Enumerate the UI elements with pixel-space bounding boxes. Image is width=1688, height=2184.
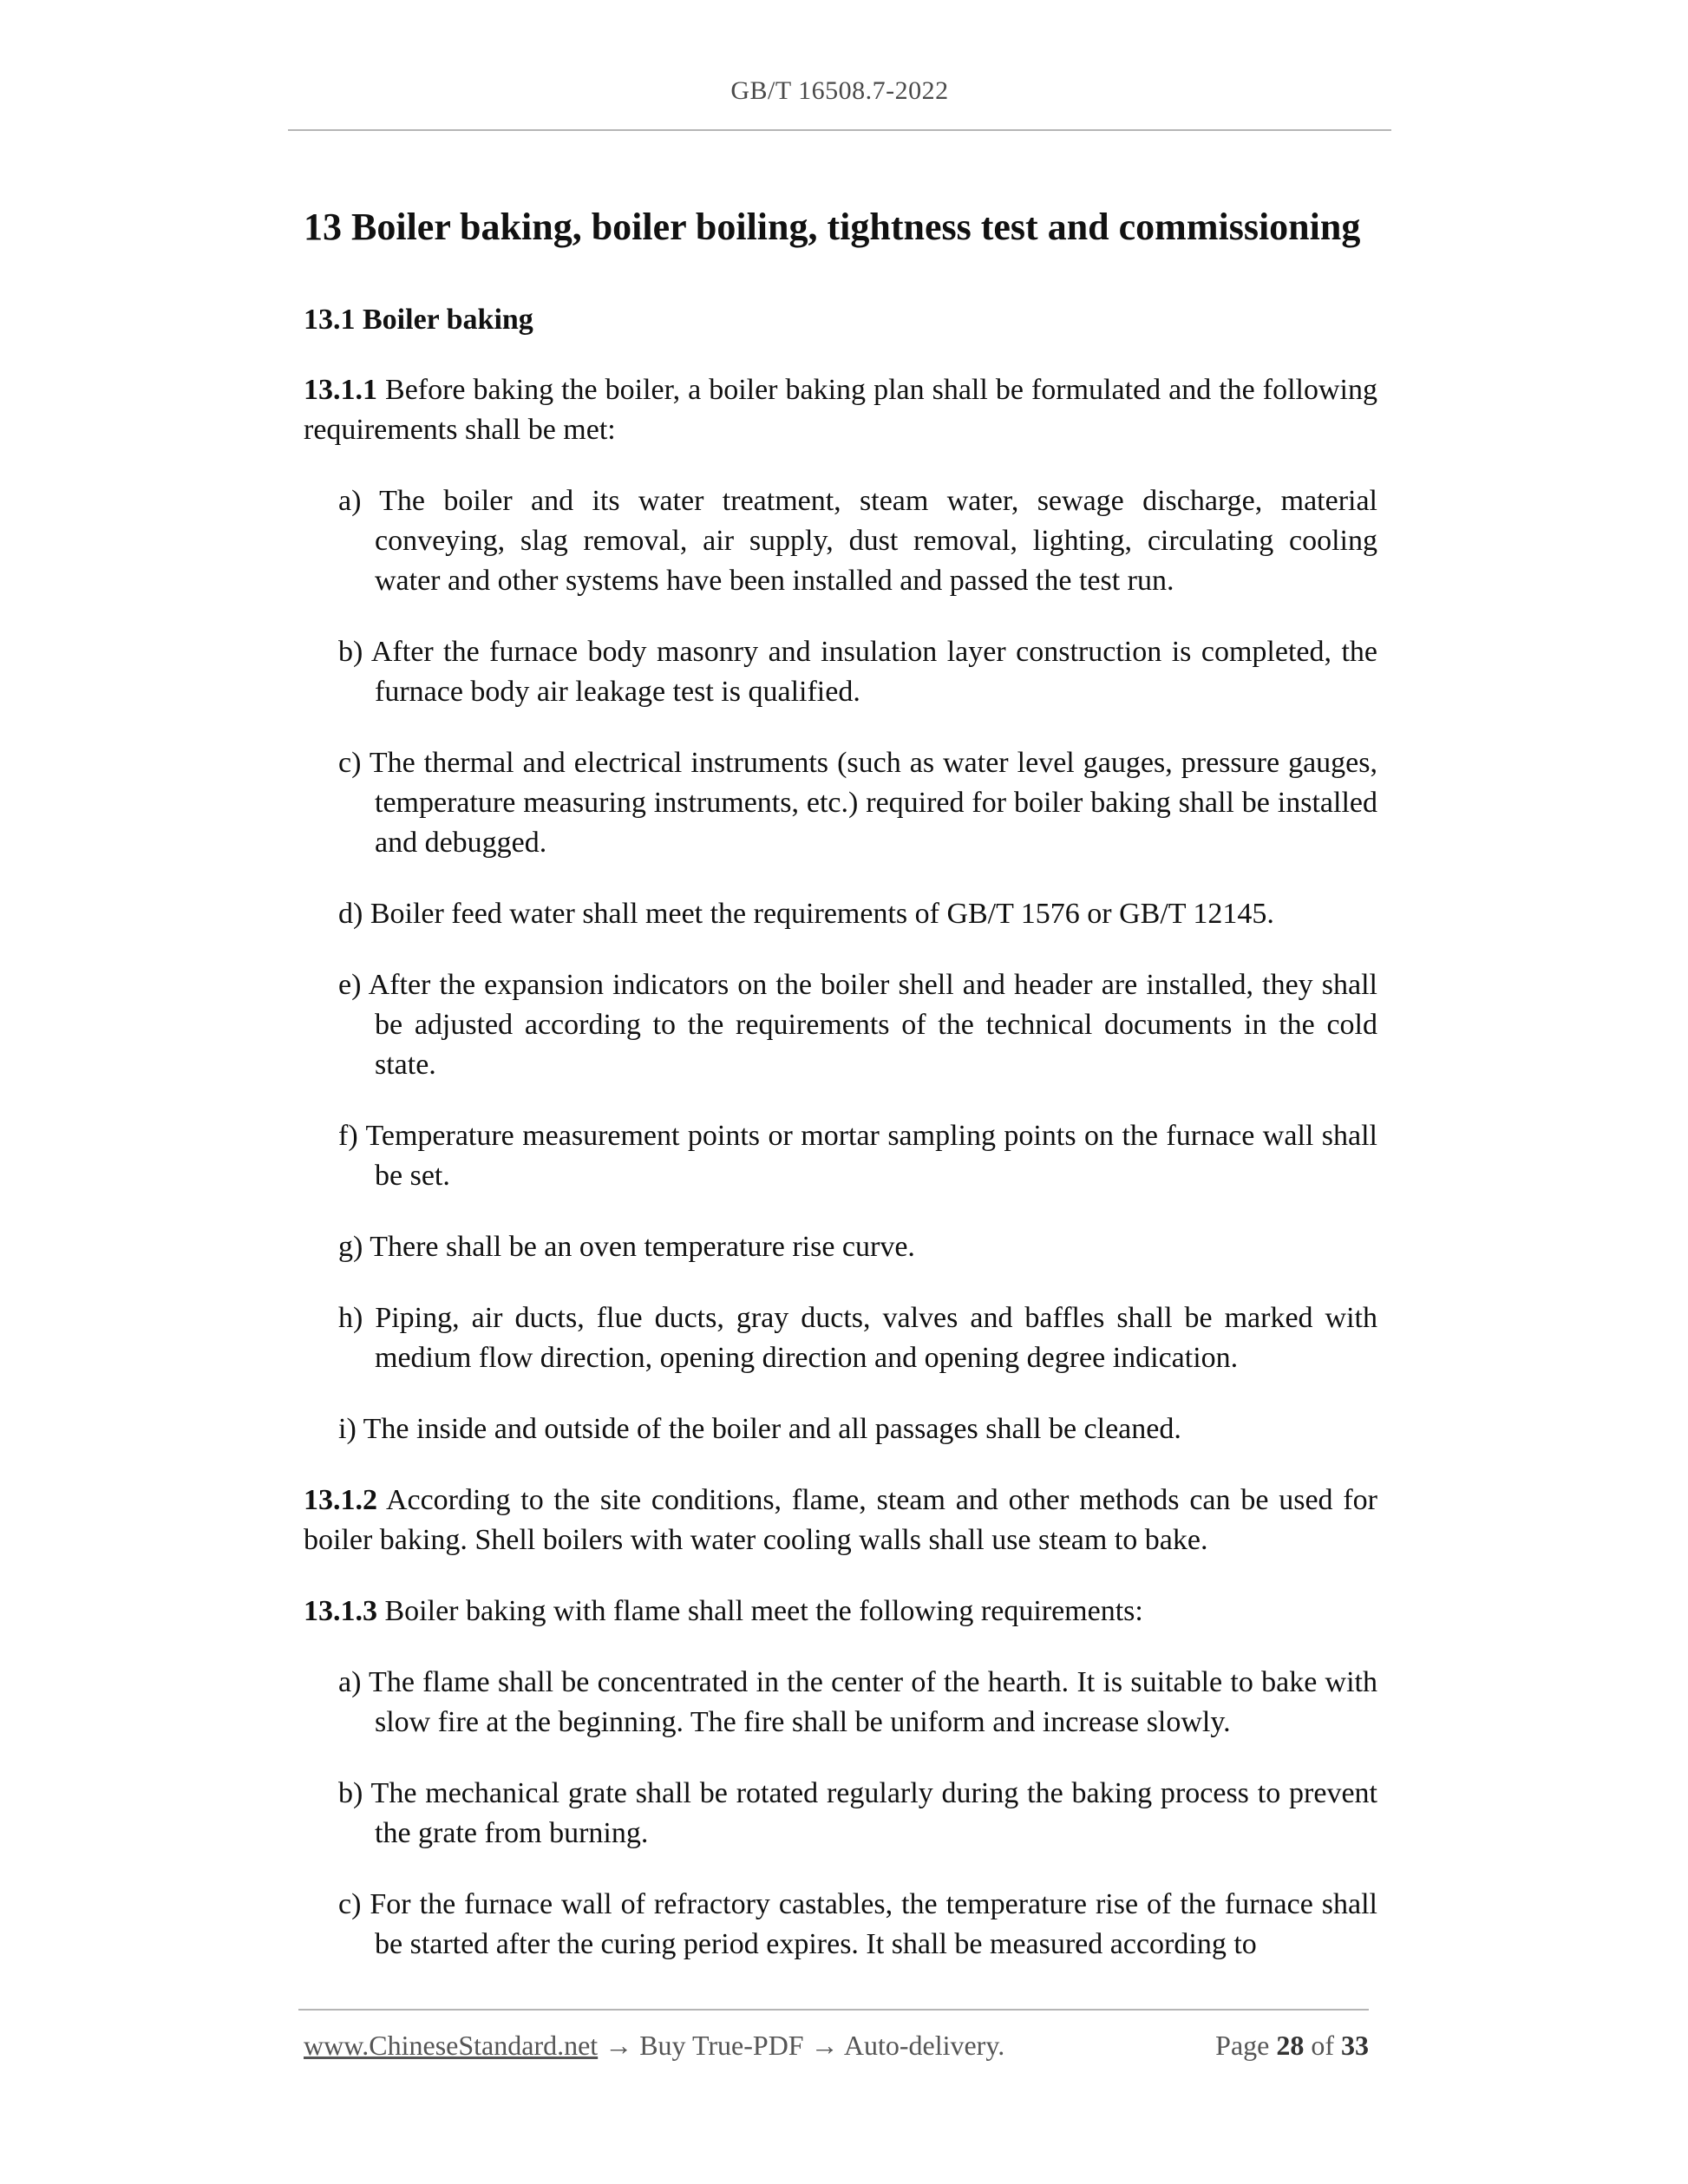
footer-promo bbox=[304, 2030, 1004, 2062]
list-item: f) Temperature measurement points or mortar sampling points on the furnace wall shall be set. bbox=[338, 1119, 1377, 1192]
list-item: b) The mechanical grate shall be rotated regularly during the baking process to prevent the grate from burning. bbox=[338, 1776, 1377, 1849]
page-label: Page bbox=[1215, 2030, 1270, 2061]
promo-text: → Buy True-PDF → Auto-delivery. bbox=[598, 2030, 1005, 2061]
clause-13-1-1 bbox=[304, 370, 1377, 450]
clause-text: Boiler baking with flame shall meet the following requirements: bbox=[377, 1594, 1143, 1627]
list-item: g) There shall be an oven temperature rise curve. bbox=[338, 1230, 915, 1263]
page-number bbox=[1215, 2030, 1369, 2062]
subsection-title: 13.1 Boiler baking bbox=[304, 303, 533, 336]
list-item: d) Boiler feed water shall meet the requirements of GB/T 1576 or GB/T 12145. bbox=[338, 897, 1274, 930]
footer-divider bbox=[298, 2009, 1369, 2011]
clause-13-1-2 bbox=[304, 1481, 1377, 1560]
page-of-label: of bbox=[1311, 2030, 1334, 2061]
list-item: c) For the furnace wall of refractory castables, the temperature rise of the furnace shall be started after the curing period expires. It shall be measured according to bbox=[338, 1887, 1377, 1960]
page-total: 33 bbox=[1341, 2030, 1369, 2061]
clause-13-1-3 bbox=[304, 1592, 1377, 1631]
clause-text: Before baking the boiler, a boiler baking plan shall be formulated and the following requirements shall be met: bbox=[304, 373, 1377, 446]
site-link[interactable]: www.ChineseStandard.net bbox=[304, 2030, 599, 2061]
page-current: 28 bbox=[1276, 2030, 1305, 2061]
clause-number: 13.1.3 bbox=[304, 1594, 377, 1627]
list-item: c) The thermal and electrical instruments (such as water level gauges, pressure gauges, temperature measuring instruments, etc.) required for boiler baking shall be installed and debugged. bbox=[338, 746, 1377, 859]
clause-number: 13.1.1 bbox=[304, 373, 377, 406]
list-item: i) The inside and outside of the boiler and all passages shall be cleaned. bbox=[338, 1412, 1181, 1445]
list-item: a) The flame shall be concentrated in the center of the hearth. It is suitable to bake with slow fire at the beginning. The fire shall be uniform and increase slowly. bbox=[338, 1665, 1377, 1738]
page-body bbox=[304, 196, 1377, 1965]
list-item: h) Piping, air ducts, flue ducts, gray ducts, valves and baffles shall be marked with medium flow direction, opening direction and opening degree indication. bbox=[338, 1301, 1377, 1374]
list-item: a) The boiler and its water treatment, steam water, sewage discharge, material conveying, slag removal, air supply, dust removal, lighting, circulating cooling water and other systems have been installed and passed the test run. bbox=[338, 484, 1377, 597]
clause-text: According to the site conditions, flame, steam and other methods can be used for boiler baking. Shell boilers with water cooling walls shall use steam to bake. bbox=[304, 1483, 1377, 1556]
list-item: b) After the furnace body masonry and insulation layer construction is completed, the furnace body air leakage test is qualified. bbox=[338, 635, 1377, 708]
list-item: e) After the expansion indicators on the boiler shell and header are installed, they shall be adjusted according to the requirements of the technical documents in the cold state. bbox=[338, 968, 1377, 1081]
header-divider bbox=[288, 129, 1391, 131]
section-title: 13 Boiler baking, boiler boiling, tightness test and commissioning bbox=[304, 206, 1361, 248]
running-header: GB/T 16508.7-2022 bbox=[730, 76, 949, 105]
clause-number: 13.1.2 bbox=[304, 1483, 377, 1516]
